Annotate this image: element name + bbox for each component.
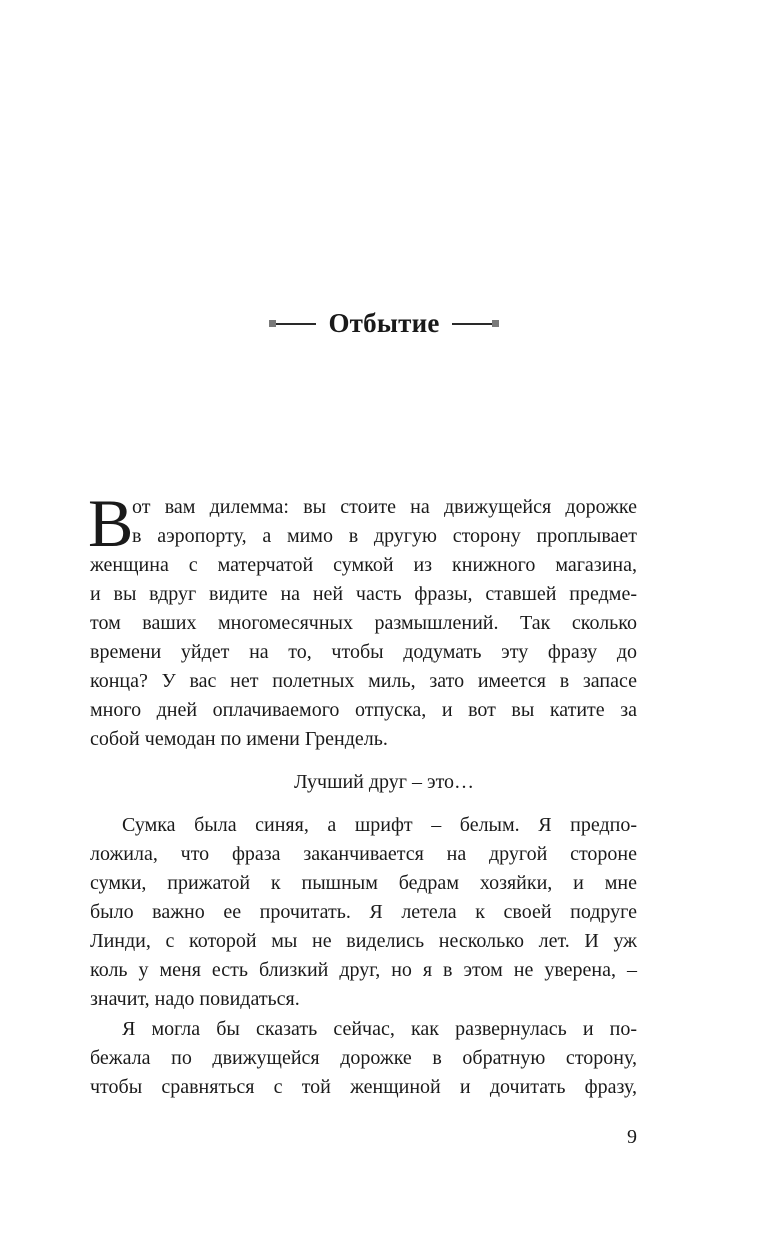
- left-ornament: [269, 320, 316, 327]
- text-line: бежала по движущейся дорожке в обратную сторону,: [90, 1047, 637, 1069]
- right-ornament: [452, 320, 499, 327]
- drop-cap: В: [88, 485, 134, 561]
- text-line: от вам дилемма: вы стоите на движущейся дорожке: [132, 496, 637, 518]
- text-line: Линди, с которой мы не виделись несколько лет. И уж: [90, 930, 637, 952]
- page-number: 9: [627, 1126, 637, 1148]
- paragraph-2: [90, 811, 637, 1014]
- text-line: Сумка была синяя, а шрифт – белым. Я предпо-: [122, 814, 637, 836]
- text-line: в аэропорту, а мимо в другую сторону проплывает: [132, 525, 637, 547]
- paragraph-1: [88, 485, 637, 754]
- quote-line: Лучший друг – это…: [293, 771, 475, 793]
- text-line: и вы вдруг видите на ней часть фразы, ставшей предме-: [90, 583, 637, 605]
- text-line: женщина с матерчатой сумкой из книжного магазина,: [90, 554, 637, 576]
- chapter-heading: [0, 308, 768, 339]
- text-line: сумки, прижатой к пышным бедрам хозяйки, и мне: [90, 872, 637, 894]
- text-line: конца? У вас нет полетных миль, зато имеется в запасе: [90, 670, 637, 692]
- text-line: значит, надо повидаться.: [90, 988, 300, 1010]
- text-line: времени уйдет на то, чтобы додумать эту фразу до: [90, 641, 637, 663]
- text-line: Я могла бы сказать сейчас, как развернулась и по-: [122, 1018, 637, 1040]
- text-line: собой чемодан по имени Грендель.: [90, 728, 388, 750]
- text-line: чтобы сравняться с той женщиной и дочитать фразу,: [90, 1076, 637, 1098]
- chapter-title: Отбытие: [328, 308, 440, 338]
- text-line: было важно ее прочитать. Я летела к своей подруге: [90, 901, 637, 923]
- text-line: коль у меня есть близкий друг, но я в этом не уверена, –: [90, 959, 637, 981]
- text-line: том ваших многомесячных размышлений. Так сколько: [90, 612, 637, 634]
- text-line: много дней оплачиваемого отпуска, и вот вы катите за: [90, 699, 637, 721]
- paragraph-3: [90, 1015, 637, 1102]
- text-line: ложила, что фраза заканчивается на другой стороне: [90, 843, 637, 865]
